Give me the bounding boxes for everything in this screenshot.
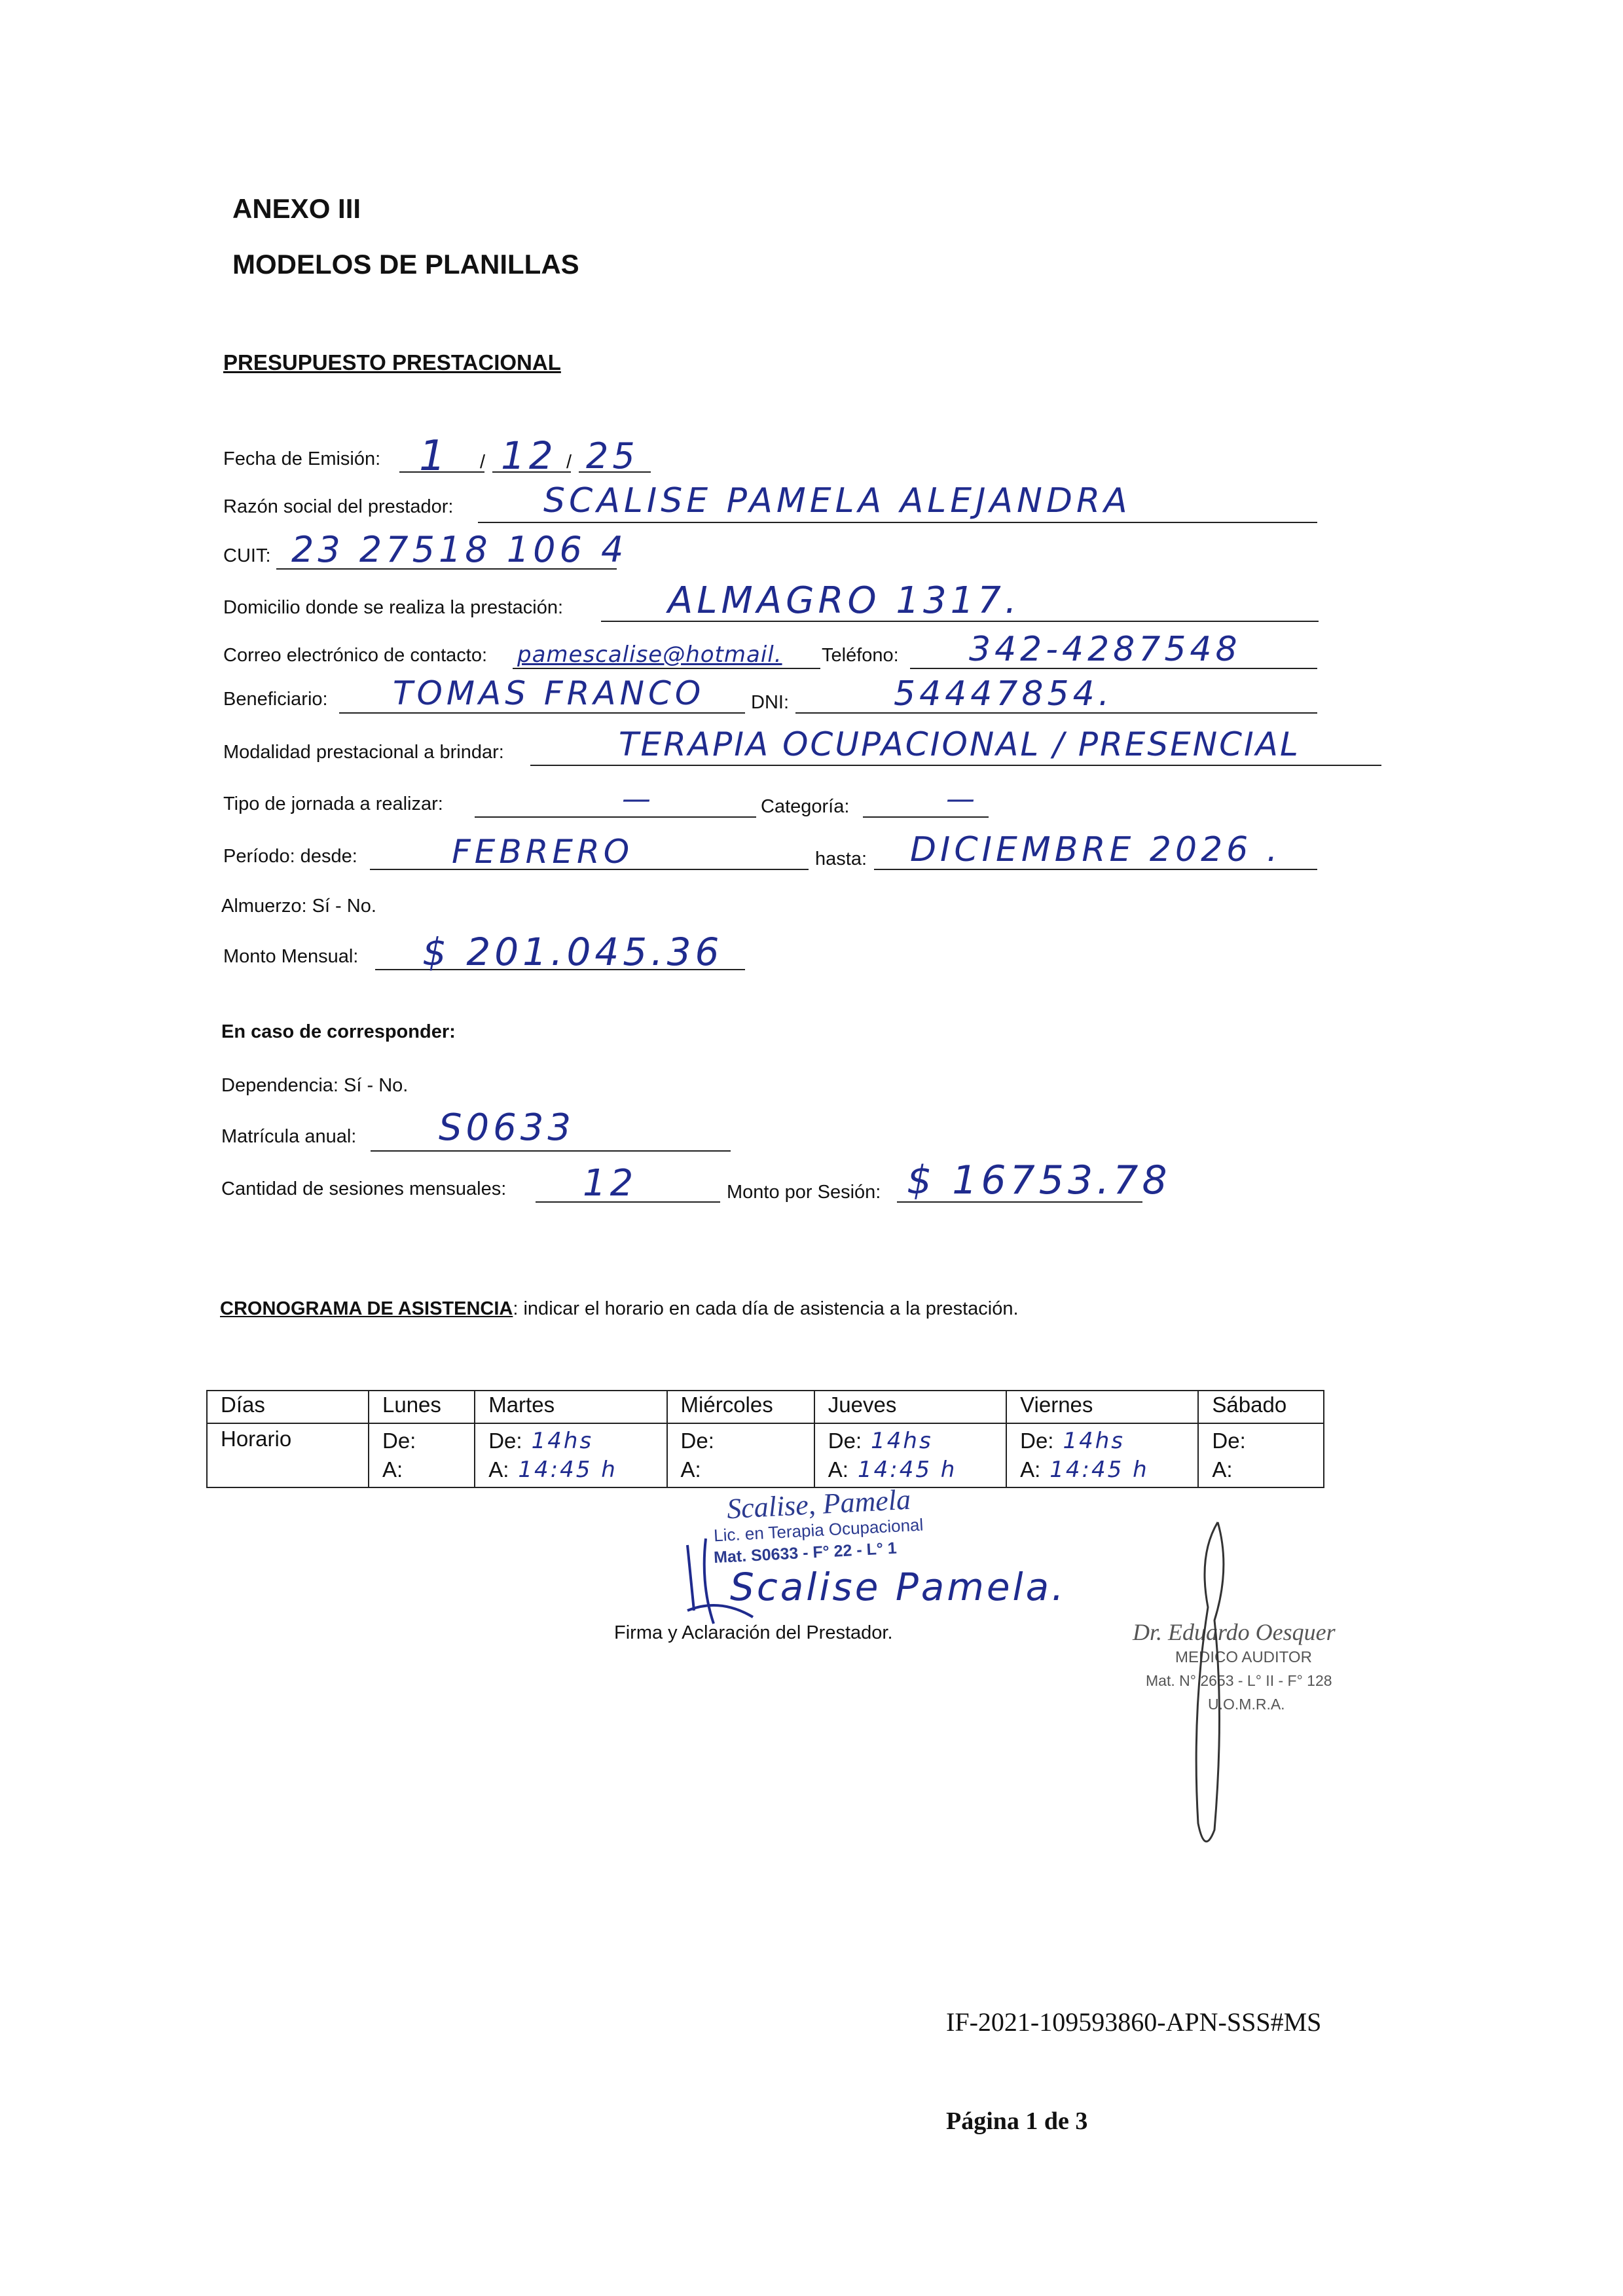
provider-caption: Firma y Aclaración del Prestador.: [614, 1622, 893, 1643]
fecha-day-value[interactable]: 1: [419, 432, 450, 481]
provider-stamp-name: Scalise, Pamela: [725, 1483, 912, 1525]
a-label: A:: [382, 1457, 403, 1482]
horario-header: Horario: [207, 1423, 369, 1487]
modalidad-value[interactable]: TERAPIA OCUPACIONAL / PRESENCIAL: [619, 725, 1300, 763]
day-header-sabado: Sábado: [1198, 1391, 1324, 1423]
annex-title: ANEXO III: [232, 193, 361, 224]
periodo-label: Período: desde:: [223, 846, 357, 867]
martes-a-value[interactable]: 14:45 h: [518, 1457, 617, 1483]
a-label: A:: [1020, 1457, 1041, 1482]
section-title: PRESUPUESTO PRESTACIONAL: [223, 350, 561, 374]
day-header-lunes: Lunes: [369, 1391, 475, 1423]
domicilio-label: Domicilio donde se realiza la prestación:: [223, 597, 564, 618]
auditor-org: U.O.M.R.A.: [1208, 1696, 1285, 1713]
fecha-month-value[interactable]: 12: [501, 433, 557, 478]
auditor-signature-icon: [1178, 1516, 1244, 1869]
correo-label: Correo electrónico de contacto:: [223, 645, 487, 666]
de-label: De:: [828, 1429, 862, 1453]
dni-label: DNI:: [751, 692, 789, 713]
sesiones-label: Cantidad de sesiones mensuales:: [221, 1178, 507, 1199]
categoria-value[interactable]: —: [946, 782, 979, 816]
horario-cell-martes[interactable]: [475, 1423, 666, 1487]
auditor-name: Dr. Eduardo Oesquer: [1133, 1619, 1336, 1645]
a-label: A:: [1212, 1457, 1233, 1482]
domicilio-value[interactable]: ALMAGRO 1317.: [668, 579, 1021, 622]
periodo-desde-value[interactable]: FEBRERO: [452, 833, 634, 871]
viernes-de-value[interactable]: 14hs: [1063, 1428, 1125, 1454]
jornada-value[interactable]: —: [622, 782, 655, 816]
horario-cell-jueves[interactable]: [814, 1423, 1006, 1487]
modalidad-label: Modalidad prestacional a brindar:: [223, 742, 504, 763]
fecha-sep-2: /: [566, 452, 572, 473]
document-subtitle: MODELOS DE PLANILLAS: [232, 249, 579, 280]
a-label: A:: [680, 1457, 701, 1482]
viernes-a-value[interactable]: 14:45 h: [1049, 1457, 1149, 1483]
de-label: De:: [1020, 1429, 1054, 1453]
fecha-year-value[interactable]: 25: [586, 435, 639, 477]
martes-de-value[interactable]: 14hs: [531, 1428, 594, 1454]
corresponder-label: En caso de corresponder:: [221, 1021, 456, 1042]
jueves-de-value[interactable]: 14hs: [871, 1428, 933, 1454]
telefono-value[interactable]: 342-4287548: [969, 630, 1241, 669]
provider-stamp-title: Lic. en Terapia Ocupacional: [713, 1514, 924, 1546]
cronograma-title: CRONOGRAMA DE ASISTENCIA: [220, 1298, 513, 1319]
razon-value[interactable]: SCALISE PAMELA ALEJANDRA: [543, 481, 1131, 520]
a-label: A:: [828, 1457, 848, 1482]
jueves-a-value[interactable]: 14:45 h: [857, 1457, 957, 1483]
dni-value[interactable]: 54447854.: [894, 674, 1114, 714]
beneficiario-value[interactable]: TOMAS FRANCO: [393, 674, 705, 712]
monto-sesion-value[interactable]: $ 16753.78: [907, 1157, 1171, 1203]
schedule-table: [206, 1390, 1324, 1488]
document-id: IF-2021-109593860-APN-SSS#MS: [946, 2007, 1322, 2037]
cuit-value[interactable]: 23 27518 106 4: [291, 529, 628, 570]
dias-header: Días: [207, 1391, 369, 1423]
cuit-label: CUIT:: [223, 545, 271, 566]
page-number: Página 1 de 3: [946, 2107, 1088, 2135]
auditor-title: MEDICO AUDITOR: [1175, 1649, 1312, 1666]
fecha-sep-1: /: [480, 452, 486, 473]
horario-cell-lunes[interactable]: [369, 1423, 475, 1487]
cronograma-heading: [220, 1298, 1019, 1320]
horario-cell-viernes[interactable]: [1006, 1423, 1198, 1487]
day-header-miercoles: Miércoles: [667, 1391, 814, 1423]
matricula-label: Matrícula anual:: [221, 1126, 357, 1147]
monto-value[interactable]: $ 201.045.36: [422, 930, 723, 974]
periodo-hasta-value[interactable]: DICIEMBRE 2026 .: [910, 830, 1282, 869]
monto-sesion-label: Monto por Sesión:: [727, 1182, 881, 1203]
dependencia-label: Dependencia: Sí - No.: [221, 1075, 409, 1096]
hasta-label: hasta:: [815, 848, 867, 869]
de-label: De:: [382, 1429, 416, 1453]
provider-handwritten-name: Scalise Pamela.: [730, 1565, 1067, 1609]
categoria-label: Categoría:: [761, 796, 850, 817]
day-header-martes: Martes: [475, 1391, 666, 1423]
horario-cell-miercoles[interactable]: [667, 1423, 814, 1487]
monto-label: Monto Mensual:: [223, 946, 359, 967]
fecha-label: Fecha de Emisión:: [223, 448, 381, 469]
cronograma-description: : indicar el horario en cada día de asistencia a la prestación.: [513, 1298, 1019, 1319]
de-label: De:: [488, 1429, 522, 1453]
razon-label: Razón social del prestador:: [223, 496, 454, 517]
jornada-label: Tipo de jornada a realizar:: [223, 793, 443, 814]
beneficiario-label: Beneficiario:: [223, 689, 328, 710]
almuerzo-label: Almuerzo: Sí - No.: [221, 896, 376, 917]
matricula-value[interactable]: S0633: [439, 1106, 575, 1149]
day-header-viernes: Viernes: [1006, 1391, 1198, 1423]
de-label: De:: [680, 1429, 714, 1453]
day-header-jueves: Jueves: [814, 1391, 1006, 1423]
sesiones-value[interactable]: 12: [583, 1162, 638, 1205]
telefono-label: Teléfono:: [822, 645, 899, 666]
de-label: De:: [1212, 1429, 1246, 1453]
horario-cell-sabado[interactable]: [1198, 1423, 1324, 1487]
correo-value[interactable]: pamescalise@hotmail.: [517, 642, 782, 668]
a-label: A:: [488, 1457, 509, 1482]
provider-stamp-mat: Mat. S0633 - F° 22 - L° 1: [713, 1539, 898, 1567]
auditor-mat: Mat. N° 2653 - L° II - F° 128: [1146, 1672, 1332, 1689]
